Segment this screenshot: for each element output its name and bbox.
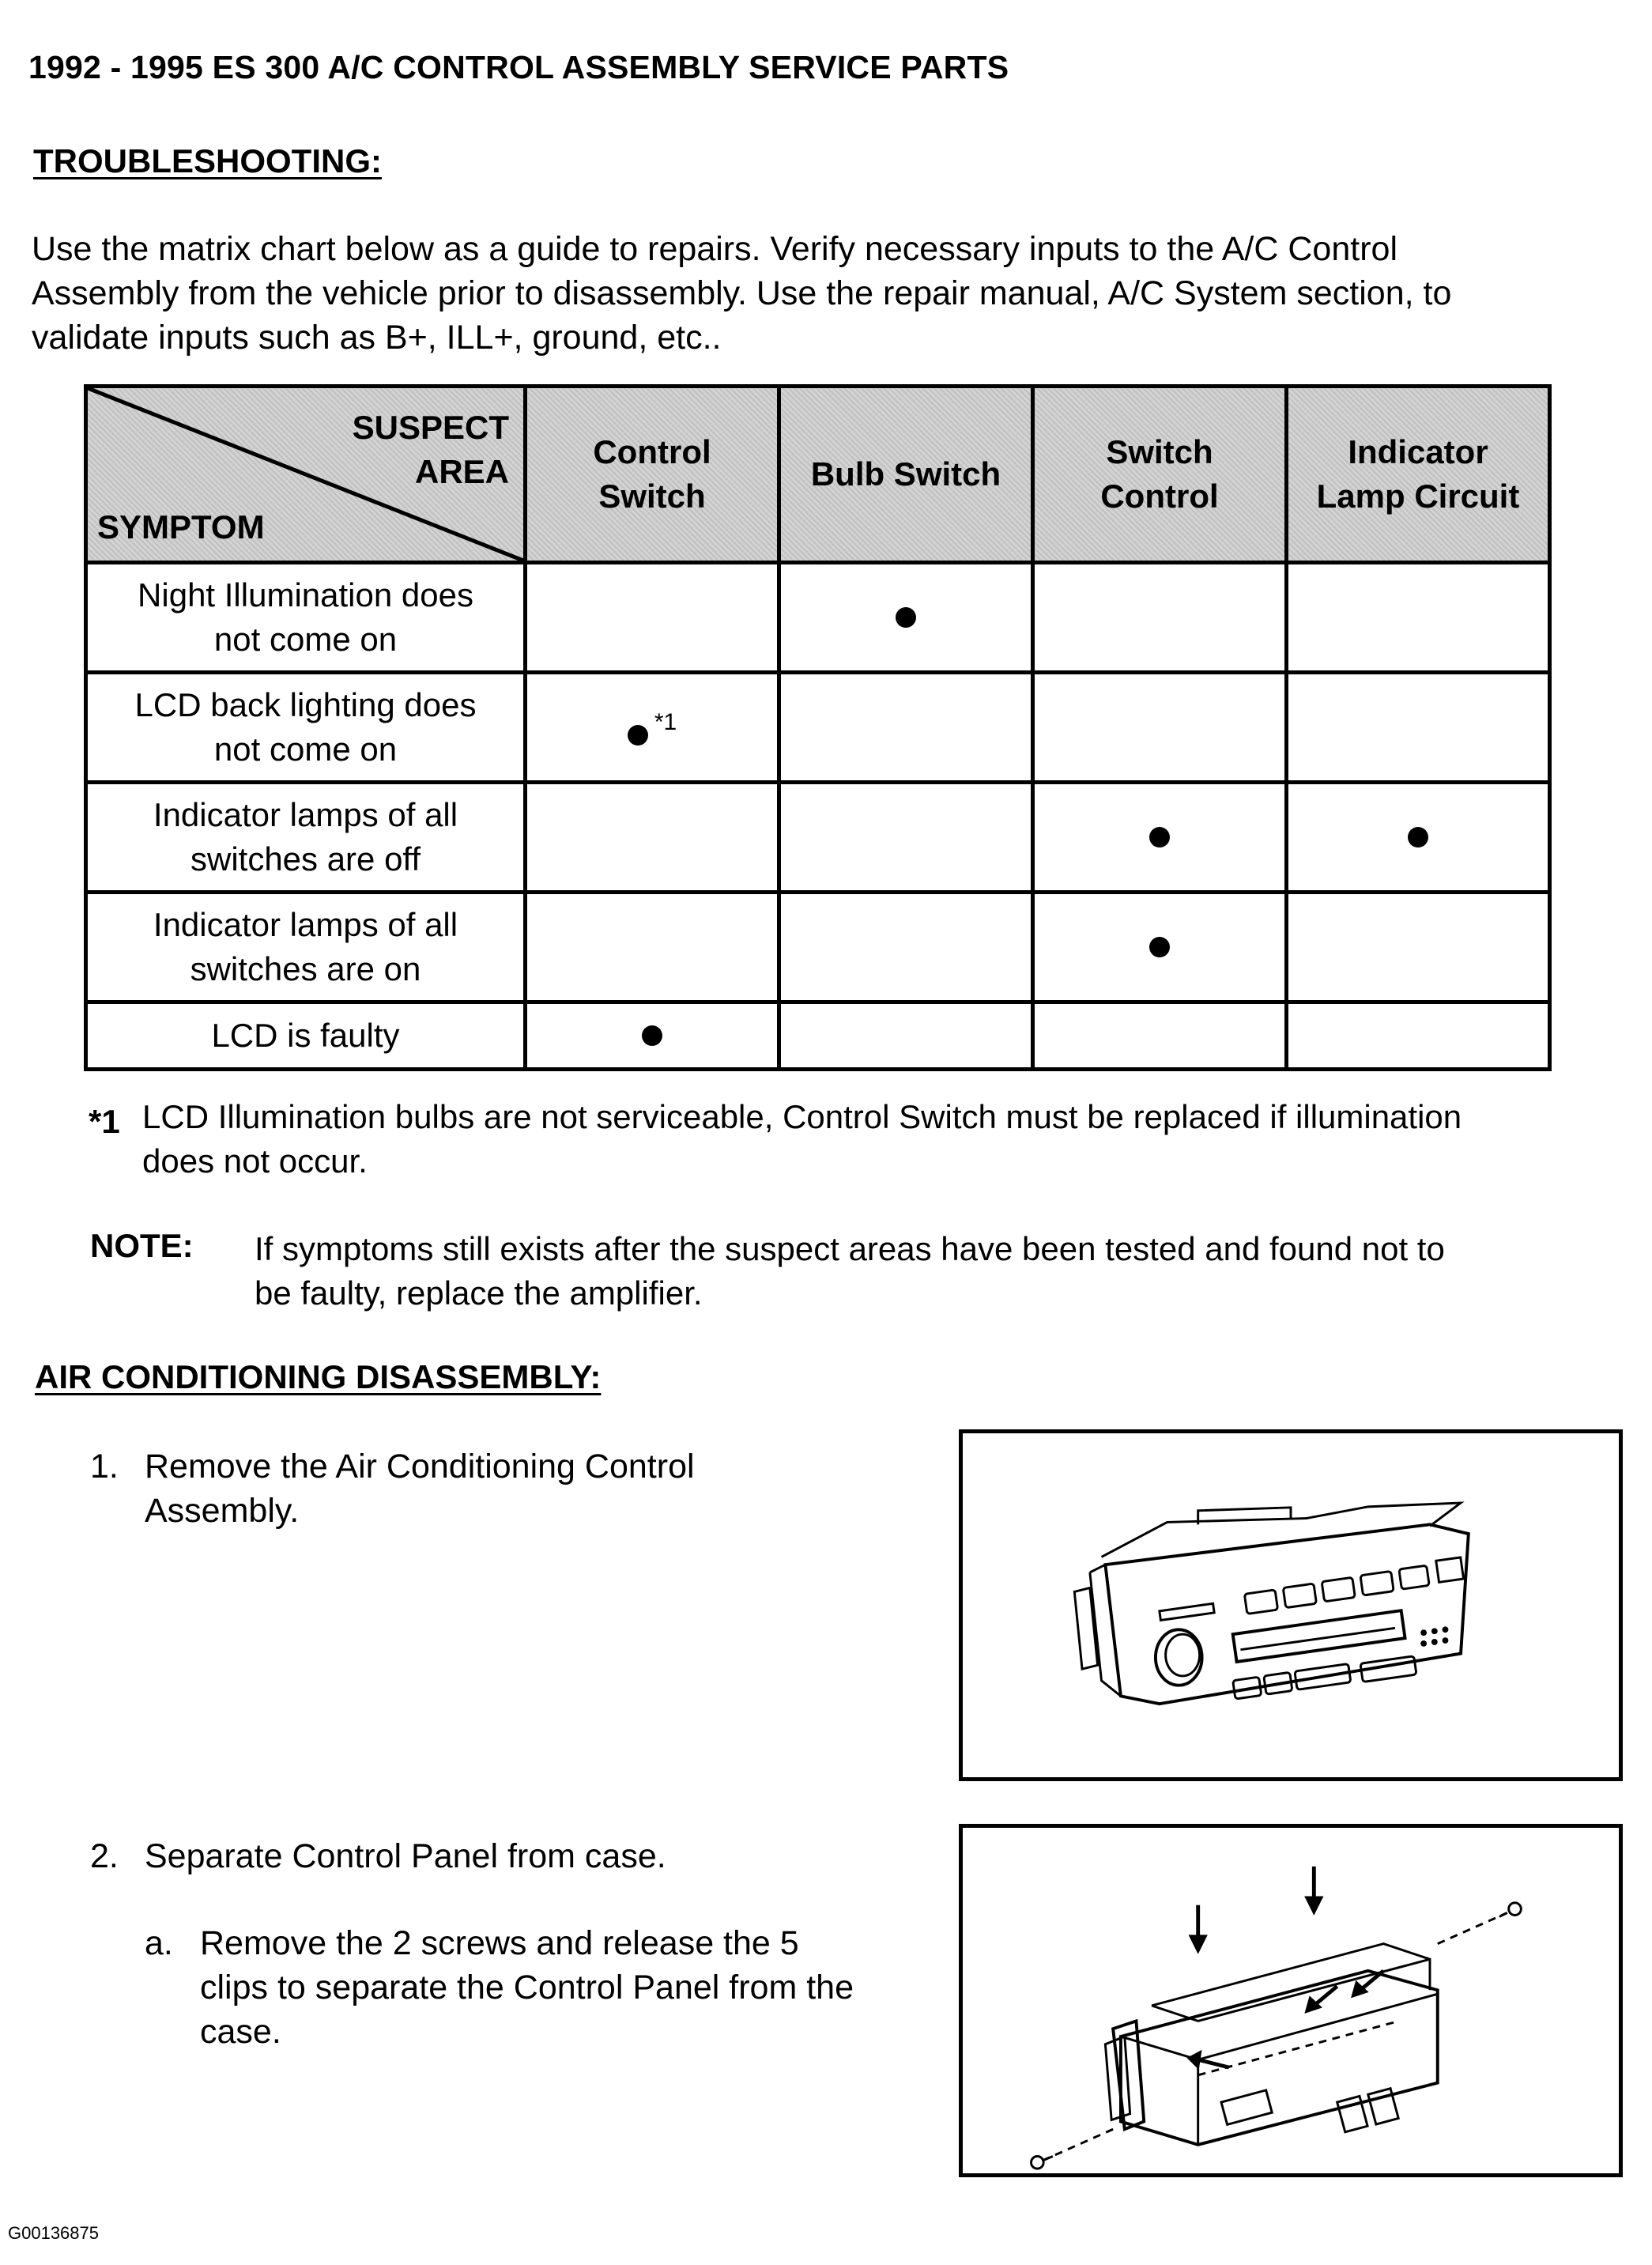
suspect-mark	[1149, 937, 1170, 957]
matrix-cell	[1287, 563, 1550, 673]
footnote-text: LCD Illumination bulbs are not serviceable, Control Switch must be replaced if illumination does not occur.	[142, 1098, 1462, 1180]
ac-control-assembly-drawing	[963, 1433, 1619, 1777]
suspect-mark	[628, 725, 648, 746]
step-1-number: 1.	[90, 1448, 119, 1485]
ac-control-assembly-illustration	[959, 1429, 1623, 1781]
matrix-cell	[1287, 1002, 1550, 1070]
matrix-row	[86, 563, 1550, 673]
matrix-row	[86, 783, 1550, 893]
step-2a-letter: a.	[145, 1924, 173, 1962]
column-header: Control Switch	[526, 387, 779, 563]
matrix-cell	[526, 673, 779, 783]
matrix-row	[86, 673, 1550, 783]
note-text: If symptoms still exists after the suspect areas have been tested and found not to be faulty, replace the amplifier.	[255, 1230, 1445, 1312]
troubleshooting-intro	[32, 227, 1451, 360]
matrix-cell	[779, 1002, 1033, 1070]
suspect-mark	[1149, 827, 1170, 847]
suspect-mark	[642, 1025, 662, 1046]
matrix-cell	[779, 563, 1033, 673]
footnote-reference: *1	[654, 708, 677, 735]
control-panel-separation-illustration	[959, 1824, 1623, 2177]
column-header: Bulb Switch	[779, 387, 1033, 563]
matrix-cell	[526, 783, 779, 893]
document-id: G00136875	[8, 2223, 99, 2243]
matrix-body	[86, 563, 1550, 1070]
column-header: Indicator Lamp Circuit	[1287, 387, 1550, 563]
matrix-corner-cell	[86, 387, 526, 563]
matrix-cell	[1287, 673, 1550, 783]
step-2a-text: Remove the 2 screws and release the 5 clips to separate the Control Panel from the case.	[200, 1924, 854, 2051]
matrix-cell	[779, 783, 1033, 893]
footnote-marker: *1	[89, 1103, 120, 1140]
note-label: NOTE:	[90, 1227, 194, 1264]
symptom-cell: Indicator lamps of all switches are off	[86, 783, 526, 893]
suspect-mark	[896, 607, 916, 628]
symptom-cell: Night Illumination does not come on	[86, 563, 526, 673]
suspect-mark	[1408, 827, 1428, 847]
matrix-cell	[779, 673, 1033, 783]
symptom-cell: LCD is faulty	[86, 1002, 526, 1070]
symptom-cell: Indicator lamps of all switches are on	[86, 893, 526, 1002]
control-panel-separation-drawing	[963, 1828, 1619, 2173]
matrix-row	[86, 893, 1550, 1002]
suspect-area-label: SUSPECT AREA	[352, 409, 509, 490]
step-2-number: 2.	[90, 1837, 119, 1875]
disassembly-heading: AIR CONDITIONING DISASSEMBLY:	[35, 1358, 602, 1395]
intro-line: Assembly from the vehicle prior to disassembly. Use the repair manual, A/C System section, to	[32, 274, 1452, 312]
matrix-cell	[1287, 893, 1550, 1002]
intro-line: validate inputs such as B+, ILL+, ground, etc..	[32, 319, 722, 357]
matrix-cell	[779, 893, 1033, 1002]
step-2-text: Separate Control Panel from case.	[145, 1837, 666, 1875]
matrix-cell	[526, 1002, 779, 1070]
matrix-cell	[1287, 783, 1550, 893]
troubleshooting-matrix	[84, 384, 1552, 1071]
matrix-row	[86, 1002, 1550, 1070]
matrix-cell	[1033, 673, 1287, 783]
matrix-cell	[1033, 783, 1287, 893]
matrix-cell	[526, 893, 779, 1002]
column-header: Switch Control	[1033, 387, 1287, 563]
step-1-text: Remove the Air Conditioning Control Assembly.	[145, 1448, 695, 1530]
intro-line: Use the matrix chart below as a guide to repairs. Verify necessary inputs to the A/C Control	[32, 230, 1397, 268]
matrix-cell	[1033, 563, 1287, 673]
matrix-cell	[1033, 893, 1287, 1002]
matrix-cell	[1033, 1002, 1287, 1070]
matrix-cell	[526, 563, 779, 673]
symptom-label: SYMPTOM	[97, 508, 265, 545]
symptom-cell: LCD back lighting does not come on	[86, 673, 526, 783]
matrix-header-row	[86, 387, 1550, 563]
troubleshooting-heading: TROUBLESHOOTING:	[33, 142, 382, 179]
page-title: 1992 - 1995 ES 300 A/C CONTROL ASSEMBLY SERVICE PARTS	[28, 49, 1009, 85]
